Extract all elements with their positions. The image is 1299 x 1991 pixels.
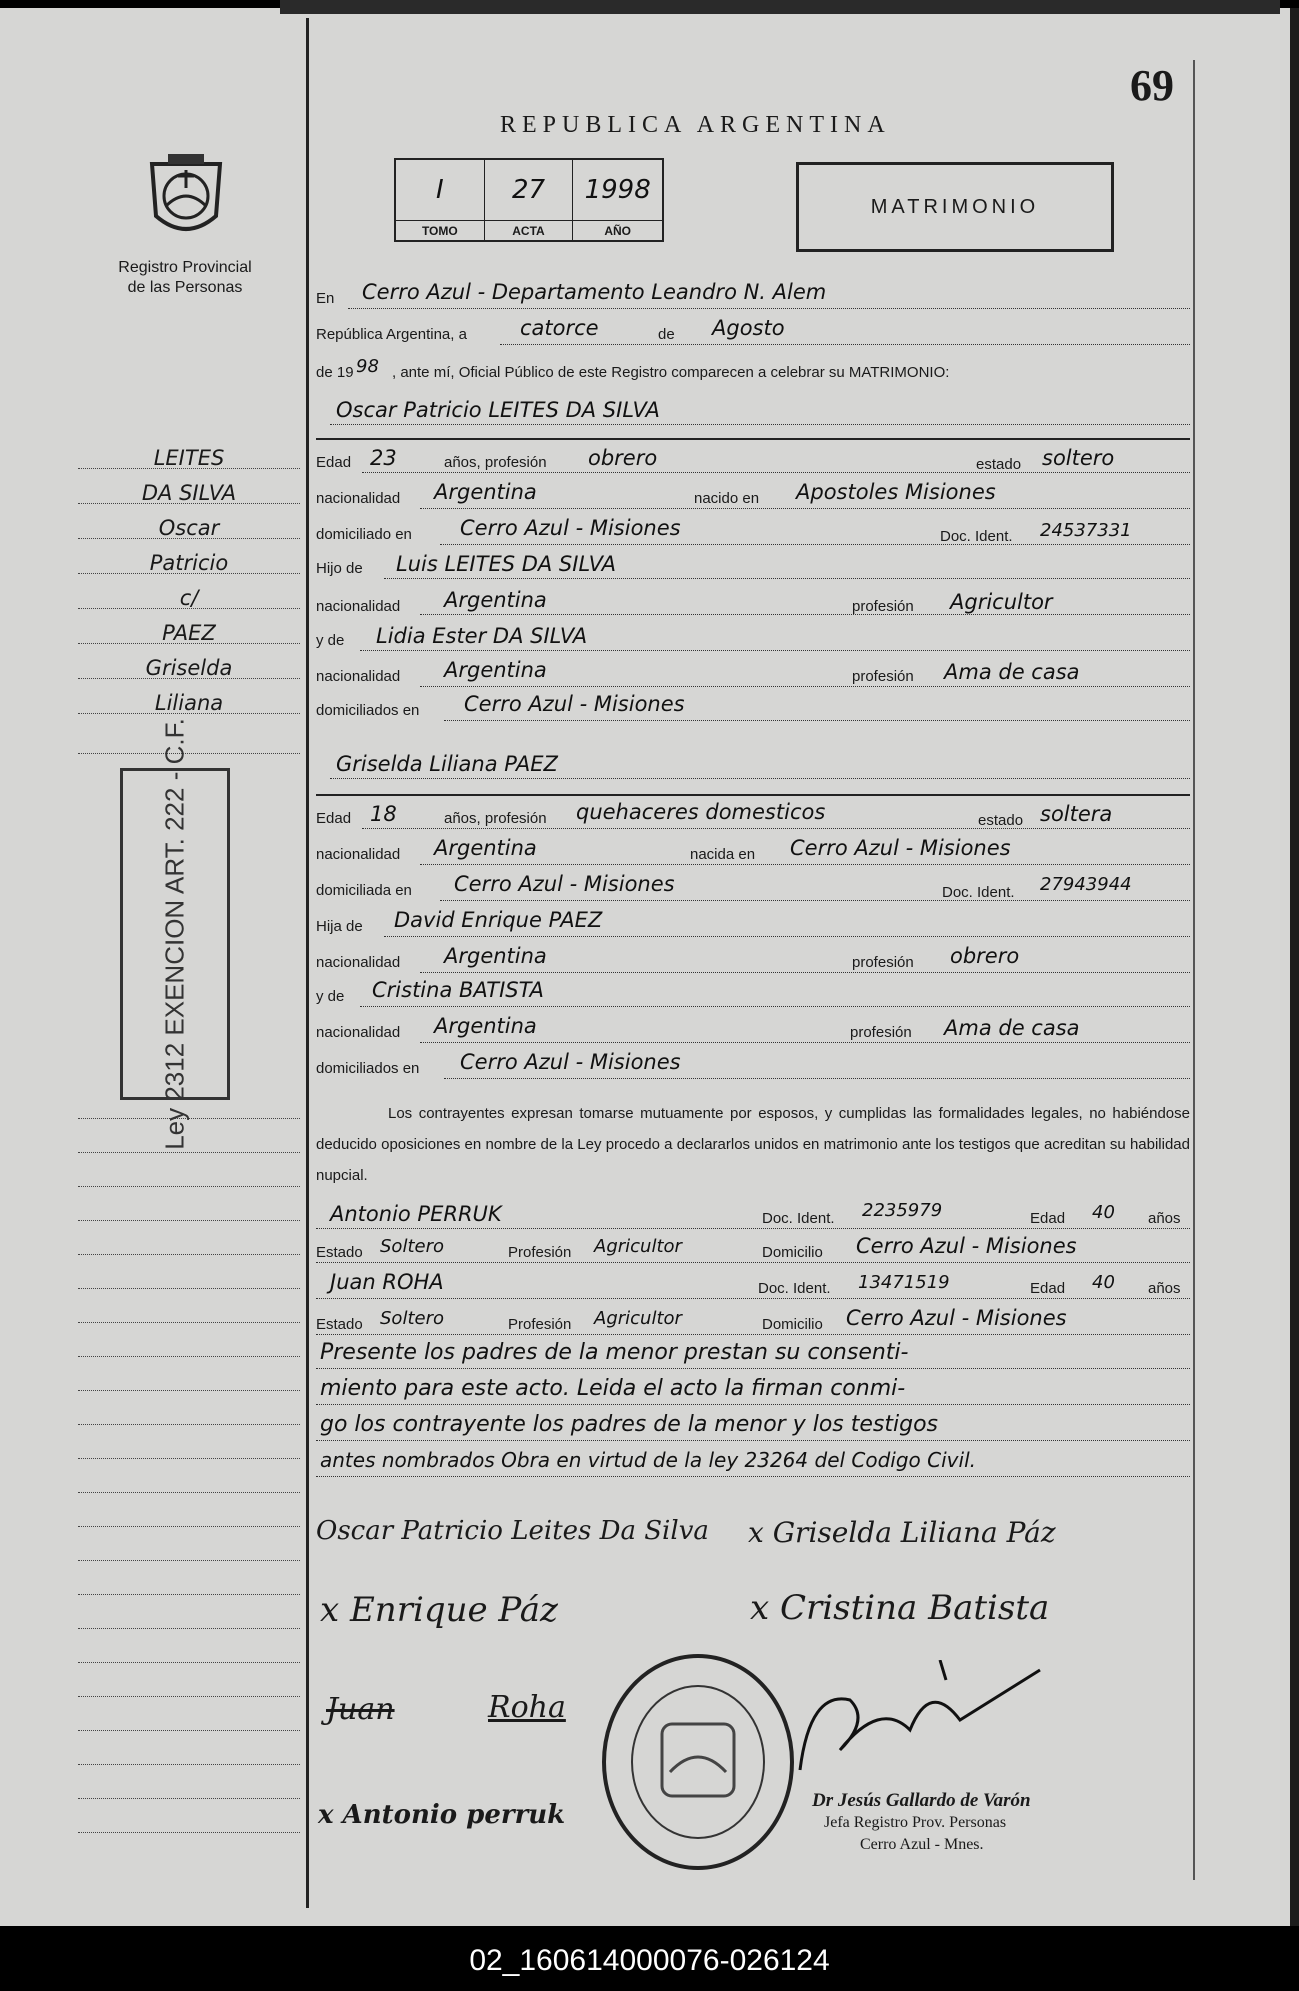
edad-label: Edad <box>316 810 352 827</box>
doms-label: domiciliados en <box>316 1060 420 1077</box>
groom-domicile: Cerro Azul - Misiones <box>460 516 681 540</box>
margin-line <box>78 1492 300 1493</box>
nac-label: nacionalidad <box>316 598 401 615</box>
fill-line <box>360 650 1190 651</box>
fill-line <box>420 508 1190 509</box>
republica-label: República Argentina, a <box>316 326 467 343</box>
groom-mother-profession: Ama de casa <box>944 660 1080 684</box>
bride-domicile: Cerro Azul - Misiones <box>454 872 675 896</box>
prof-label: profesión <box>852 954 914 971</box>
groom-father: Luis LEITES DA SILVA <box>396 552 616 576</box>
de-label: de <box>658 326 675 343</box>
day-value: catorce <box>520 316 599 340</box>
fill-line <box>316 1298 1190 1299</box>
fill-line <box>500 344 1190 345</box>
fill-line <box>330 424 1190 425</box>
fill-line <box>316 1334 1190 1335</box>
official-signature-icon <box>790 1660 1060 1780</box>
year-prefix: de 19 <box>316 364 354 381</box>
dom-label: domiciliada en <box>316 882 412 899</box>
fill-line <box>330 778 1190 779</box>
margin-line <box>78 1322 300 1323</box>
anos-label: años <box>1148 1210 1181 1227</box>
bride-estado: soltera <box>1040 802 1113 826</box>
nac-label: nacionalidad <box>316 668 401 685</box>
witness1-doc: 2235979 <box>862 1200 943 1221</box>
fill-line <box>440 544 1190 545</box>
margin-note: Patricio <box>149 551 229 575</box>
margin-line <box>78 1764 300 1765</box>
prof-label: Profesión <box>508 1316 572 1333</box>
margin-stamp-text: Ley 2312 EXENCION ART. 222 - C.F. <box>159 718 190 1150</box>
bride-name: Griselda Liliana PAEZ <box>336 752 558 776</box>
record-box <box>394 158 664 242</box>
fill-line <box>384 936 1190 937</box>
fill-line <box>360 1006 1190 1007</box>
bride-mother-nationality: Argentina <box>434 1014 537 1038</box>
appear-text: , ante mí, Oficial Público de este Registro comparecen a celebrar su MATRIMONIO: <box>392 364 950 381</box>
observation-line: miento para este acto. Leida el acto la firman conmi- <box>320 1376 906 1401</box>
fill-line <box>420 614 1190 615</box>
fill-line <box>316 1476 1190 1477</box>
margin-line <box>78 1424 300 1425</box>
witness2-name: Juan ROHA <box>330 1270 444 1294</box>
en-label: En <box>316 290 335 307</box>
official-title: Jefa Registro Prov. Personas <box>824 1814 1007 1831</box>
witness2-doc: 13471519 <box>858 1272 950 1293</box>
estado-label: Estado <box>316 1244 363 1261</box>
margin-line <box>78 1220 300 1221</box>
declaration-text: Los contrayentes expresan tomarse mutuamente por esposos, y cumplidas las formalidades legales, no habiéndose deducido oposiciones en nombre de la Ley procedo a declararlos unidos en matrimonio ante los testigos que acreditan su habilidad nupcial. <box>316 1105 1190 1184</box>
fill-line <box>420 686 1190 687</box>
margin-note: Liliana <box>154 691 224 715</box>
prof-label: profesión <box>852 668 914 685</box>
place-value: Cerro Azul - Departamento Leandro N. Alem <box>362 280 827 304</box>
margin-line <box>78 1254 300 1255</box>
witness2-domicile: Cerro Azul - Misiones <box>846 1306 1067 1330</box>
month-value: Agosto <box>712 316 785 340</box>
bride-nationality: Argentina <box>434 836 537 860</box>
page-number: 69 <box>1130 61 1174 110</box>
groom-birthplace: Apostoles Misiones <box>796 480 996 504</box>
bride-parents-domicile: Cerro Azul - Misiones <box>460 1050 681 1074</box>
witness1-estado: Soltero <box>380 1236 444 1257</box>
margin-line <box>78 1696 300 1697</box>
fill-line <box>362 828 1190 829</box>
fill-line <box>362 472 1190 473</box>
prof-label: profesión <box>850 1024 912 1041</box>
fill-line <box>420 1042 1190 1043</box>
doc-label: Doc. Ident. <box>758 1280 831 1297</box>
acta-label: ACTA <box>485 220 574 240</box>
registry-label-line2: de las Personas <box>127 279 243 296</box>
nac-label: nacionalidad <box>316 490 401 507</box>
hijo-label: Hijo de <box>316 560 363 577</box>
margin-note: Oscar <box>158 516 220 540</box>
dom-label: Domicilio <box>762 1316 823 1333</box>
bride-mother: Cristina BATISTA <box>372 978 544 1002</box>
right-border-line <box>1193 60 1195 1880</box>
margin-line <box>78 1288 300 1289</box>
nac-label: nacionalidad <box>316 954 401 971</box>
margin-note: c/ <box>179 586 199 610</box>
margin-note: DA SILVA <box>141 481 237 505</box>
margin-line <box>78 1730 300 1731</box>
registry-label <box>100 258 270 298</box>
bride-father-nationality: Argentina <box>444 944 547 968</box>
bride-age: 18 <box>370 802 397 826</box>
witness2-estado: Soltero <box>380 1308 444 1329</box>
prof-label: Profesión <box>508 1244 572 1261</box>
signature-witness2-last: Roha <box>488 1690 566 1725</box>
ano-value: 1998 <box>584 175 651 205</box>
signature-bride-father: x Enrique Páz <box>320 1590 558 1630</box>
margin-note: PAEZ <box>162 621 216 645</box>
nac-label: nacionalidad <box>316 846 401 863</box>
fill-line <box>316 1368 1190 1369</box>
bride-birthplace: Cerro Azul - Misiones <box>790 836 1011 860</box>
margin-line <box>78 1798 300 1799</box>
estado-label: estado <box>976 456 1022 473</box>
nacida-label: nacida en <box>690 846 756 863</box>
signature-witness2-first: Juan <box>326 1692 395 1727</box>
dom-label: Domicilio <box>762 1244 823 1261</box>
groom-age: 23 <box>370 446 397 470</box>
witness1-domicile: Cerro Azul - Misiones <box>856 1234 1077 1258</box>
fill-line <box>316 1262 1190 1263</box>
margin-line <box>78 1458 300 1459</box>
edad-label: Edad <box>1030 1280 1066 1297</box>
groom-mother: Lidia Ester DA SILVA <box>376 624 588 648</box>
margin-line <box>78 1560 300 1561</box>
official-stamp <box>812 1790 1031 1856</box>
prof-label: profesión <box>852 598 914 615</box>
observation-line: Presente los padres de la menor prestan su consenti- <box>320 1340 909 1365</box>
fill-line <box>348 308 1190 309</box>
groom-father-profession: Agricultor <box>950 590 1053 614</box>
official-name: Dr Jesús Gallardo de Varón <box>812 1790 1031 1811</box>
witness1-name: Antonio PERRUK <box>330 1202 502 1226</box>
registry-seal-icon <box>138 146 234 242</box>
estado-label: Estado <box>316 1316 363 1333</box>
estado-label: estado <box>978 812 1024 829</box>
anos-prof-label: años, profesión <box>444 810 547 827</box>
groom-profession: obrero <box>588 446 658 470</box>
doc-label: Doc. Ident. <box>762 1210 835 1227</box>
nacido-label: nacido en <box>694 490 760 507</box>
nac-label: nacionalidad <box>316 1024 401 1041</box>
year-suffix: 98 <box>356 356 379 377</box>
record-type: MATRIMONIO <box>796 162 1114 252</box>
bride-mother-profession: Ama de casa <box>944 1016 1080 1040</box>
observation-line: antes nombrados Obra en virtud de la ley 23264 del Codigo Civil. <box>320 1448 976 1472</box>
fill-line <box>316 1440 1190 1441</box>
doc-label: Doc. Ident. <box>942 884 1015 901</box>
margin-line <box>78 1186 300 1187</box>
registry-label-line1: Registro Provincial <box>118 259 252 276</box>
section-divider <box>316 794 1190 796</box>
margin-line <box>78 1356 300 1357</box>
tomo-label: TOMO <box>396 220 485 240</box>
official-location: Cerro Azul - Mnes. <box>860 1836 984 1853</box>
edad-label: Edad <box>1030 1210 1066 1227</box>
margin-line <box>78 1662 300 1663</box>
margin-line <box>78 1390 300 1391</box>
anos-prof-label: años, profesión <box>444 454 547 471</box>
hija-label: Hija de <box>316 918 363 935</box>
signature-bride: x Griselda Liliana Páz <box>748 1516 1056 1549</box>
edad-label: Edad <box>316 454 352 471</box>
margin-stamp <box>120 718 230 1150</box>
yde-label: y de <box>316 988 345 1005</box>
margin-note: Griselda <box>145 656 233 680</box>
witness1-age: 40 <box>1092 1202 1115 1223</box>
signature-groom: Oscar Patricio Leites Da Silva <box>316 1516 709 1546</box>
image-caption: 02_160614000076-026124 <box>469 1944 830 1977</box>
witness1-profession: Agricultor <box>594 1236 682 1257</box>
groom-doc: 24537331 <box>1040 520 1132 541</box>
bride-father-profession: obrero <box>950 944 1020 968</box>
bride-profession: quehaceres domesticos <box>576 800 826 824</box>
fill-line <box>420 972 1190 973</box>
fill-line <box>384 578 1190 579</box>
groom-parents-domicile: Cerro Azul - Misiones <box>464 692 685 716</box>
fill-line <box>316 1404 1190 1405</box>
anos-label: años <box>1148 1280 1181 1297</box>
witness2-age: 40 <box>1092 1272 1115 1293</box>
ano-label: AÑO <box>573 220 662 240</box>
groom-name: Oscar Patricio LEITES DA SILVA <box>336 398 660 422</box>
document-title: REPUBLICA ARGENTINA <box>500 112 891 138</box>
witness2-profession: Agricultor <box>594 1308 682 1329</box>
signature-witness1: x Antonio perruk <box>318 1800 566 1830</box>
margin-divider <box>306 18 309 1908</box>
margin-line <box>78 1152 300 1153</box>
doc-label: Doc. Ident. <box>940 528 1013 545</box>
fill-line <box>444 1078 1190 1079</box>
yde-label: y de <box>316 632 345 649</box>
observation-line: go los contrayente los padres de la menor y los testigos <box>320 1412 938 1437</box>
groom-mother-nationality: Argentina <box>444 658 547 682</box>
signature-bride-mother: x Cristina Batista <box>750 1588 1050 1628</box>
groom-estado: soltero <box>1042 446 1115 470</box>
doms-label: domiciliados en <box>316 702 420 719</box>
groom-father-nationality: Argentina <box>444 588 547 612</box>
fill-line <box>420 864 1190 865</box>
bride-doc: 27943944 <box>1040 874 1132 895</box>
dom-label: domiciliado en <box>316 526 412 543</box>
fill-line <box>444 720 1190 721</box>
margin-line <box>78 1832 300 1833</box>
groom-nationality: Argentina <box>434 480 537 504</box>
margin-note: LEITES <box>153 446 225 470</box>
top-edge <box>280 0 1280 14</box>
acta-value: 27 <box>485 160 574 220</box>
tomo-value: I <box>396 160 485 220</box>
margin-line <box>78 1594 300 1595</box>
section-divider <box>316 438 1190 440</box>
margin-line <box>78 1526 300 1527</box>
official-seal-icon <box>600 1652 796 1872</box>
fill-line <box>316 1228 1190 1229</box>
fill-line <box>440 900 1190 901</box>
margin-line <box>78 1628 300 1629</box>
bride-father: David Enrique PAEZ <box>394 908 603 932</box>
